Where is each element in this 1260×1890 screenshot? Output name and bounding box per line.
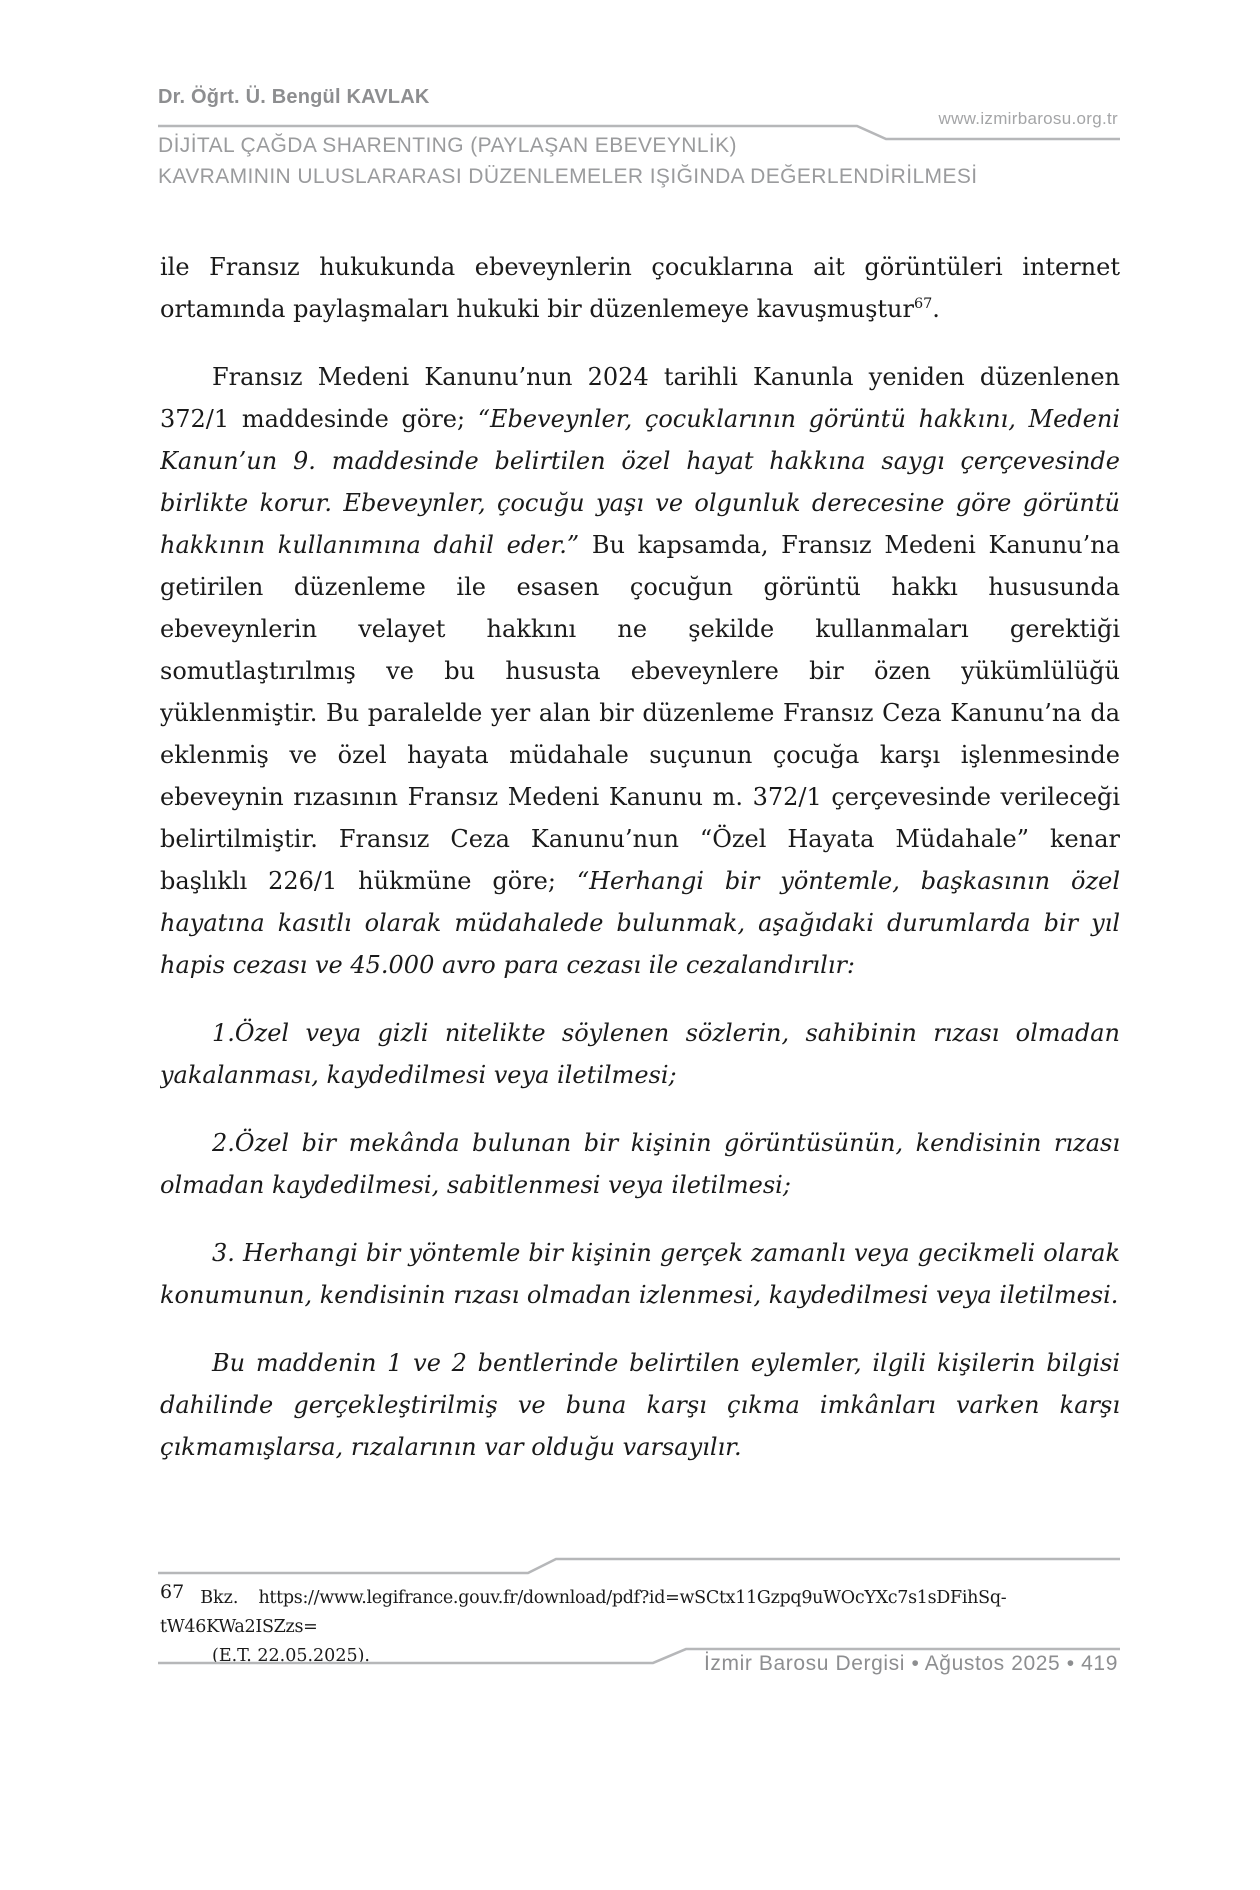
footnote-reference-marker: 67 [913,296,933,312]
website-url: www.izmirbarosu.org.tr [938,109,1118,128]
article-title [158,130,1120,192]
footnote-separator [158,1555,1120,1579]
footnote-number: 67 [160,1581,185,1603]
author-name: Dr. Öğrt. Ü. Bengül KAVLAK [158,86,430,108]
paragraph: Bu maddenin 1 ve 2 bentlerinde belirtilen eylemler, ilgili kişilerin bilgisi dahilinde gerçekleştirilmiş ve buna karşı çıkma imkânları varken karşı çıkmamışlarsa, rızalarının var olduğu varsayılır. [160,1349,1120,1461]
article-title-line2: KAVRAMININ ULUSLARARASI DÜZENLEMELER IŞIĞINDA DEĞERLENDİRİLMESİ [158,165,978,188]
paragraph: Fransız Medeni Kanunu’nun 2024 tarihli Kanunla yeniden düzenlenen 372/1 maddesinde göre; “Ebeveynler, çocuklarının görüntü hakkını, Medeni Kanun’un 9. maddesinde belirtilen özel hayat hakkına saygı çerçevesinde birlikte korur. Ebeveynler, çocuğu yaşı ve olgunluk derecesine göre görüntü hakkının kullanımına dahil eder.” Bu kapsamda, Fransız Medeni Kanunu’na getirilen düzenleme ile esasen çocuğun görüntü hakkı hususunda ebeveynlerin velayet hakkını ne şekilde kullanmaları gerektiği somutlaştırılmış ve bu hususta ebeveynlere bir özen yükümlülüğü yüklenmiştir. Bu paralelde yer alan bir düzenleme Fransız Ceza Kanunu’na da eklenmiş ve özel hayata müdahale suçunun çocuğa karşı işlenmesinde ebeveynin rızasının Fransız Medeni Kanunu m. 372/1 çerçevesinde verileceği belirtilmiştir. Fransız Ceza Kanunu’nun “Özel Hayata Müdahale” kenar başlıklı 226/1 hükmüne göre; “Herhangi bir yöntemle, başkasının özel hayatına kasıtlı olarak müdahalede bulunmak, aşağıdaki durumlarda bir yıl hapis cezası ve 45.000 avro para cezası ile cezalandırılır: [160,363,1120,979]
footer-journal-info: İzmir Barosu Dergisi • Ağustos 2025 • 419 [704,1652,1118,1675]
body-paragraphs [160,246,1120,1550]
footnote-url: https://www.legifrance.gouv.fr/download/pdf?id=wSCtx11Gzpq9uWOcYXc7s1sDFihSq-tW46KWa2ISZzs= [160,1588,1007,1637]
footnote-access-date: (E.T. 22.05.2025). [212,1646,370,1666]
footnote-line [160,1583,1120,1642]
paragraph: 3. Herhangi bir yöntemle bir kişinin gerçek zamanlı veya gecikmeli olarak konumunun, kendisinin rızası olmadan izlenmesi, kaydedilmesi veya iletilmesi. [160,1239,1120,1309]
article-title-line1: DİJİTAL ÇAĞDA SHARENTING (PAYLAŞAN EBEVEYNLİK) [158,134,737,157]
paragraph: 2.Özel bir mekânda bulunan bir kişinin görüntüsünün, kendisinin rızası olmadan kaydedilmesi, sabitlenmesi veya iletilmesi; [160,1129,1120,1199]
paragraph: 1.Özel veya gizli nitelikte söylenen sözlerin, sahibinin rızası olmadan yakalanması, kaydedilmesi veya iletilmesi; [160,1019,1120,1089]
paragraph: ile Fransız hukukunda ebeveynlerin çocuklarına ait görüntüleri internet ortamında paylaşmaları hukuki bir düzenlemeye kavuşmuştur$^{67}$. [160,253,1120,323]
footnote-ref-label: Bkz. [200,1588,239,1608]
